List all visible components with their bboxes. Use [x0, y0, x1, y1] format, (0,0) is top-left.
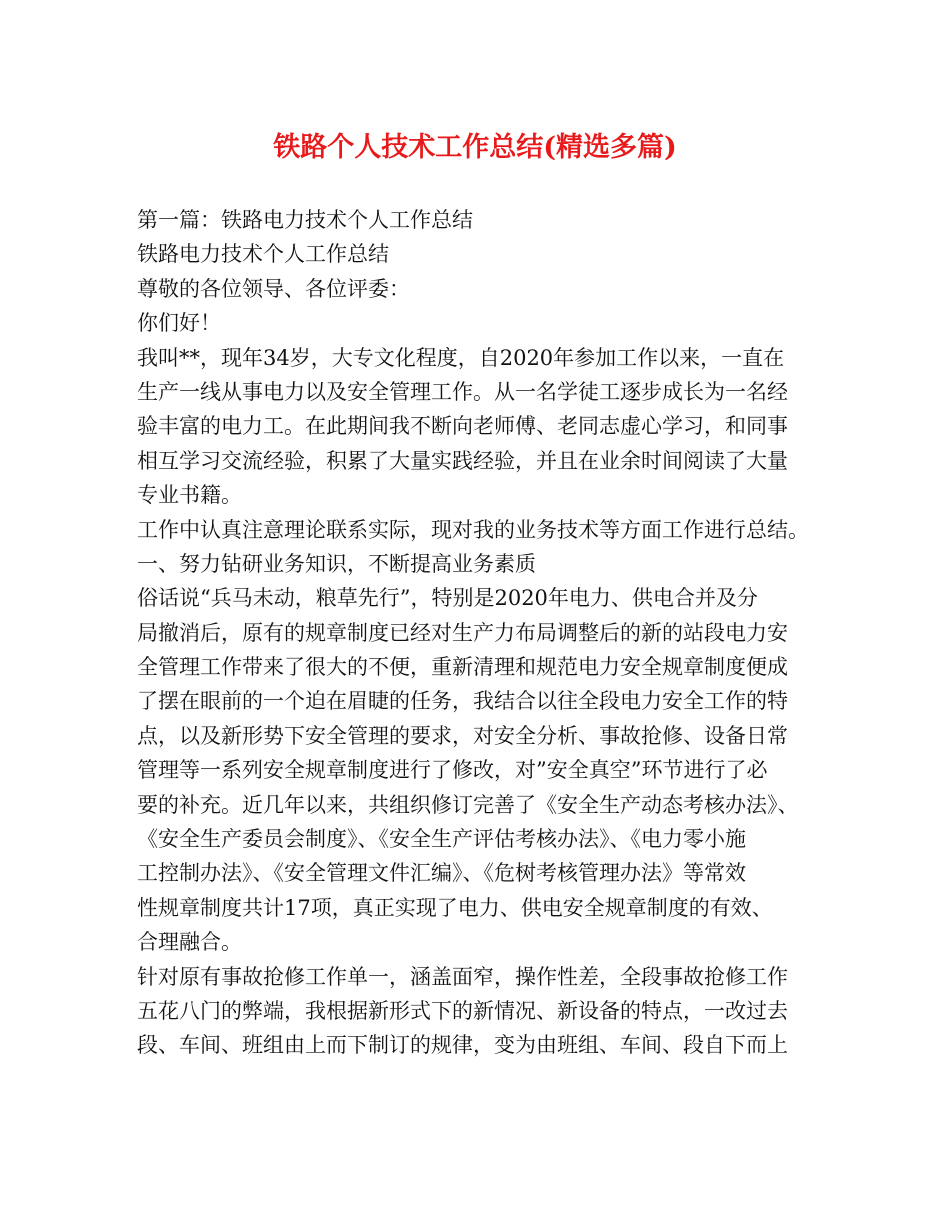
- text-line: 五花八门的弊端，我根据新形式下的新情况、新设备的特点，一改过去: [137, 998, 788, 1023]
- text-line: 段、车间、班组由上而下制订的规律，变为由班组、车间、段自下而上: [137, 1033, 788, 1058]
- text-line: 点，以及新形势下安全管理的要求，对安全分析、事故抢修、设备日常: [137, 723, 788, 748]
- text-line: 要的补充。近几年以来，共组织修订完善了《安全生产动态考核办法》、: [137, 792, 799, 817]
- text-line: 专业书籍。: [137, 483, 242, 508]
- text-line: 合理融合。: [137, 930, 242, 955]
- text-line: 相互学习交流经验，积累了大量实践经验，并且在业余时间阅读了大量: [137, 448, 788, 473]
- document-body: [137, 203, 827, 1063]
- text-line: 了摆在眼前的一个迫在眉睫的任务，我结合以往全段电力安全工作的特: [137, 689, 788, 714]
- text-line: 我叫**，现年34岁，大专文化程度，自2020年参加工作以来，一直在: [137, 345, 785, 370]
- text-line: 管理等一系列安全规章制度进行了修改，对”安全真空”环节进行了必: [137, 758, 768, 783]
- text-line: 全管理工作带来了很大的不便，重新清理和规范电力安全规章制度便成: [137, 655, 788, 680]
- text-line: 工控制办法》、《安全管理文件汇编》、《危树考核管理办法》等常效: [137, 861, 746, 886]
- text-line: 工作中认真注意理论联系实际，现对我的业务技术等方面工作进行总结。: [137, 517, 809, 542]
- text-line: 性规章制度共计17项，真正实现了电力、供电安全规章制度的有效、: [137, 895, 773, 920]
- text-line: 验丰富的电力工。在此期间我不断向老师傅、老同志虚心学习，和同事: [137, 414, 788, 439]
- text-line: 第一篇：铁路电力技术个人工作总结: [137, 208, 473, 232]
- text-line: 生产一线从事电力以及安全管理工作。从一名学徒工逐步成长为一名经: [137, 379, 788, 404]
- text-line: 铁路电力技术个人工作总结: [137, 242, 389, 267]
- text-line: 俗话说“兵马未动，粮草先行”，特别是2020年电力、供电合并及分: [137, 586, 758, 611]
- text-line: 局撤消后，原有的规章制度已经对生产力布局调整后的新的站段电力安: [137, 620, 788, 645]
- document-title: 铁路个人技术工作总结(精选多篇): [273, 132, 677, 163]
- text-line: 尊敬的各位领导、各位评委：: [137, 276, 410, 301]
- text-line: 你们好！: [137, 311, 221, 336]
- text-line: 一、努力钻研业务知识，不断提高业务素质: [137, 551, 536, 576]
- text-line: 《安全生产委员会制度》、《安全生产评估考核办法》、《电力零小施: [137, 827, 746, 852]
- text-line: 针对原有事故抢修工作单一，涵盖面窄，操作性差，全段事故抢修工作: [137, 964, 788, 989]
